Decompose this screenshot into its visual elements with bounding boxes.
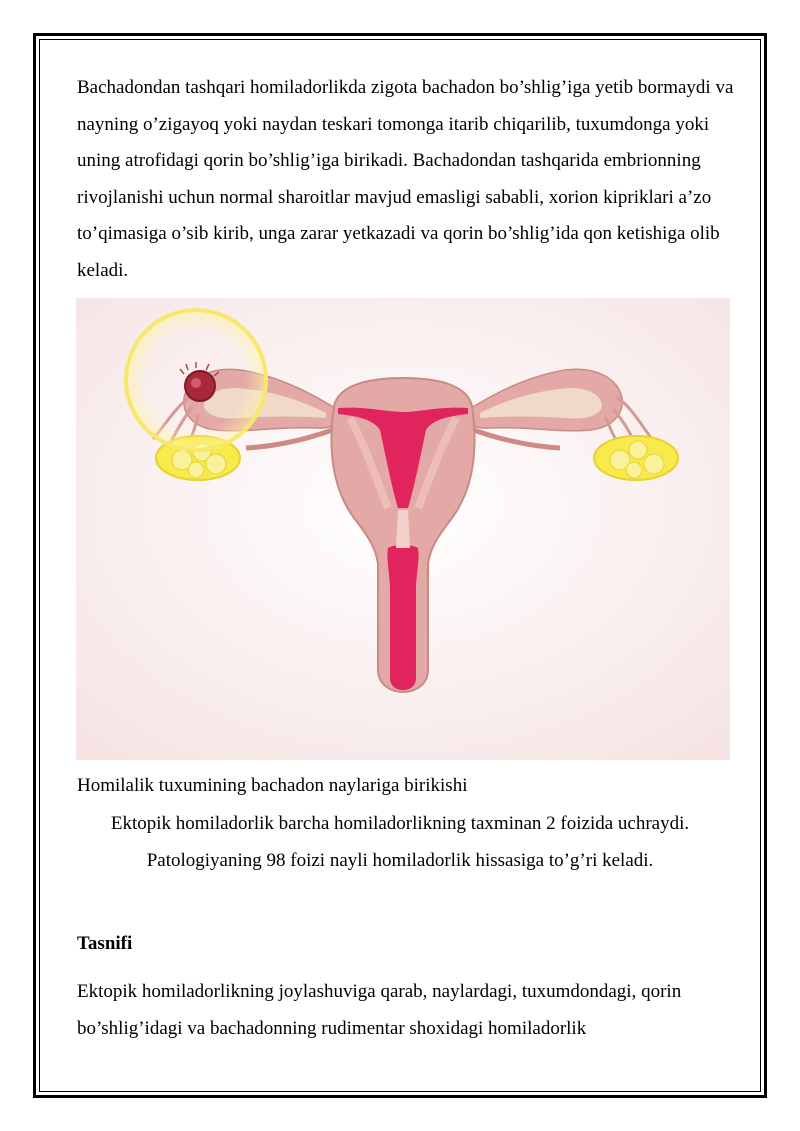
classification-paragraph: Ektopik homiladorlikning joylashuviga qarab, naylardagi, tuxumdondagi, qorin bo’shlig’idagi va bachadonning rudimentar shoxidagi homiladorlik xyxy=(77,981,682,1039)
cervical-canal xyxy=(387,545,418,690)
section-heading: Tasnifi xyxy=(77,933,133,954)
intro-paragraph: Bachadondan tashqari homiladorlikda zigota bachadon bo’shlig’iga yetib bormaydi va nayning o’zigayoq yoki naydan teskari tomonga itarib chiqarilib, tuxumdonga yoki uning atrofidagi qorin bo’shlig’iga birikadi. Bachadondan tashqarida embrionning rivojlanishi uchun normal sharoitlar mavjud emasligi sababli, xorion kipriklari a’zo to’qimasiga o’sib kirib, unga zarar yetkazadi va qorin bo’shlig’ida qon ketishiga olib keladi. xyxy=(77,77,734,281)
right-ovary xyxy=(594,436,678,480)
statistics-paragraph: Ektopik homiladorlik barcha homiladorlikning taxminan 2 foizida uchraydi. Patologiyaning 98 foizi nayli homiladorlik hissasiga to’g’ri keladi. xyxy=(110,813,690,871)
uterus-illustration xyxy=(76,298,730,760)
figure-caption: Homilalik tuxumining bachadon naylariga birikishi xyxy=(77,775,468,796)
